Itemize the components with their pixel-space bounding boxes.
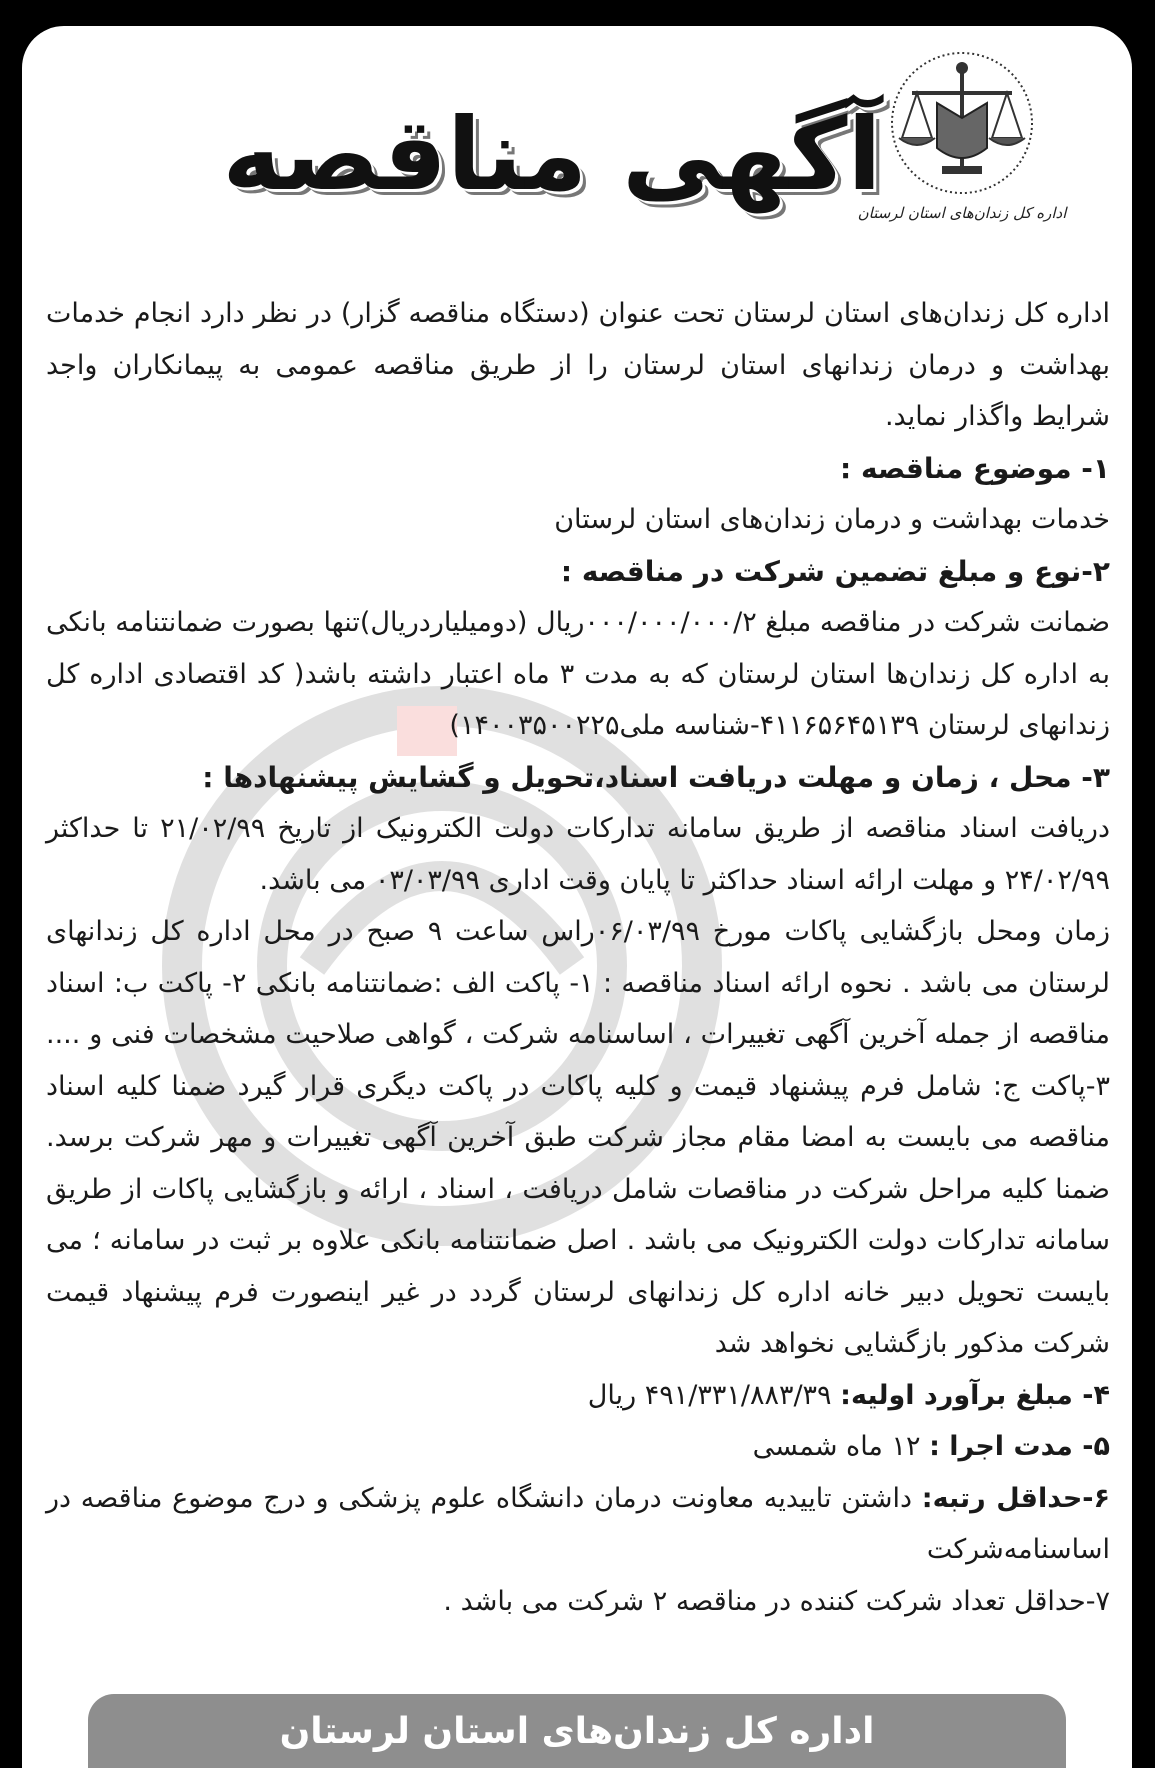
section-1-text: خدمات بهداشت و درمان زندان‌های استان لرستان (554, 504, 1110, 535)
section-2-text: ضمانت شرکت در مناقصه مبلغ ۰۰۰/۰۰۰/۰۰۰/۲ریال (دومیلیاردریال)تنها بصورت ضمانتنامه بانکی به اداره کل زندان‌ها استان لرستان که به مدت ۳ ماه اعتبار داشته باشد( کد اقتصادی اداره کل زندانهای لرستان ۴۱۱۶۵۶۴۵۱۳۹-شناسه ملی۱۴۰۰۳۵۰۰۲۲۵) (46, 607, 1111, 741)
section-3-text-1: دریافت اسناد مناقصه از طریق سامانه تدارکات دولت الکترونیک از تاریخ ۲۱/۰۲/۹۹ تا حداکثر ۲۴/۰۲/۹۹ و مهلت ارائه اسناد حداکثر تا پایان وقت اداری ۰۳/۰۳/۹۹ می باشد. (46, 813, 1110, 896)
section-2-heading: ۲-نوع و مبلغ تضمین شرکت در مناقصه : (560, 554, 1110, 588)
section-7-text: ۷-حداقل تعداد شرکت کننده در مناقصه ۲ شرکت می باشد . (443, 1585, 1110, 1617)
section-4 (46, 1370, 1110, 1422)
section-5-label: ۵- مدت اجرا : (929, 1431, 1110, 1462)
logo-caption: اداره کل زندان‌های استان لرستان (857, 204, 1067, 222)
notice-card (22, 26, 1132, 1768)
page-title: آگهی مناقصه (222, 95, 882, 213)
section-5 (46, 1421, 1110, 1473)
footer-banner: اداره کل زندان‌های استان لرستان (88, 1694, 1066, 1768)
section-1-heading: ۱- موضوع مناقصه : (840, 451, 1110, 485)
section-5-value: ۱۲ ماه شمسی (752, 1431, 921, 1462)
intro-paragraph: اداره کل زندان‌های استان لرستان تحت عنوان (دستگاه مناقصه گزار) در نظر دارد انجام خدمات بهداشت و درمان زندانهای استان لرستان را از طریق مناقصه عمومی به پیمانکاران واجد شرایط واگذار نماید. (46, 298, 1110, 432)
organization-logo (852, 48, 1072, 263)
section-6 (46, 1473, 1110, 1576)
section-4-value: ۴۹۱/۳۳۱/۸۸۳/۳۹ ریال (587, 1379, 832, 1411)
section-6-label: ۶-حداقل رتبه: (921, 1482, 1110, 1514)
section-4-label: ۴- مبلغ برآورد اولیه: (840, 1379, 1110, 1411)
section-3-text-2: زمان ومحل بازگشایی پاکات مورخ ۰۶/۰۳/۹۹راس ساعت ۹ صبح در محل اداره کل زندانهای لرستان می باشد . نحوه ارائه اسناد مناقصه : ۱- پاکت الف :ضمانتنامه بانکی ۲- پاکت ب: اسناد مناقصه از جمله آخرین آگهی تغییرات ، اساسنامه شرکت ، گواهی صلاحیت مشخصات فنی و .... ۳-پاکت ج: شامل فرم پیشنهاد قیمت و کلیه پاکات در پاکت دیگری قرار گیرد ضمنا کلیه اسناد مناقصه می بایست به امضا مقام مجاز شرکت طبق آخرین آگهی تغییرات و مهر شرکت برسد. ضمنا کلیه مراحل شرکت در مناقصات شامل دریافت ، اسناد ، ارائه و بازگشایی پاکات از طریق سامانه تدارکات دولت الکترونیک می باشد . اصل ضمانتنامه بانکی علاوه بر ثبت در سامانه ؛ می بایست تحویل دبیر خانه اداره کل زندانهای لرستان گردد در غیر اینصورت فرم پیشنهاد قیمت شرکت مذکور بازگشایی نخواهد شد (46, 916, 1110, 1359)
scales-of-justice-icon (887, 48, 1037, 198)
notice-body (46, 288, 1110, 1627)
section-6-value: داشتن تاییدیه معاونت درمان دانشگاه علوم پزشکی و درج موضوع مناقصه در اساسنامه‌شرکت (46, 1482, 1110, 1565)
section-3-heading: ۳- محل ، زمان و مهلت دریافت اسناد،تحویل و گشایش پیشنهادها : (202, 760, 1110, 794)
